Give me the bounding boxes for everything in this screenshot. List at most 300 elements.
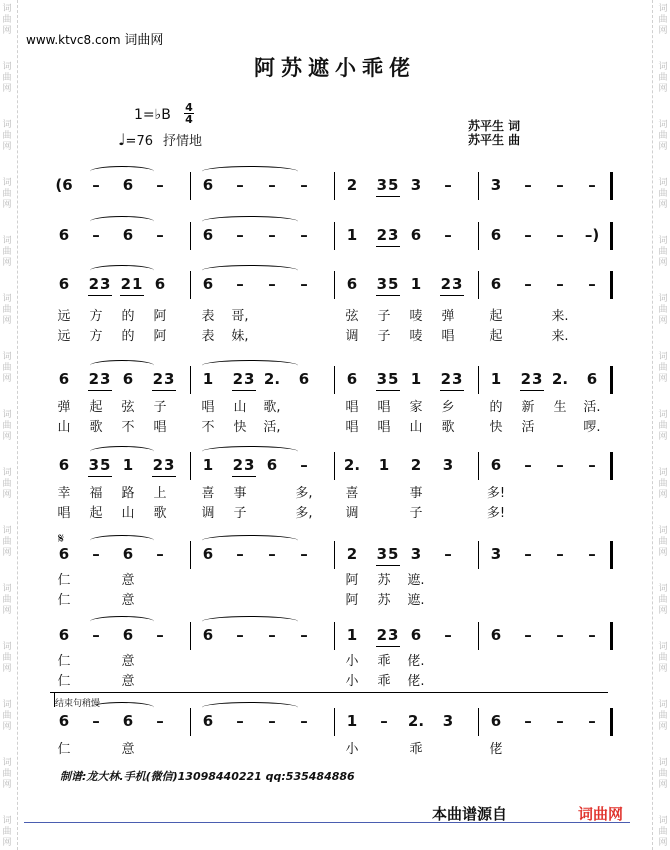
note: – (524, 545, 532, 563)
note: – (236, 712, 244, 730)
lyric-syllable: 唛 (409, 329, 423, 344)
lyric-syllable: 仁 (57, 593, 71, 608)
note: – (588, 712, 596, 730)
lyric-syllable: 苏 (377, 573, 391, 588)
note: – (300, 545, 308, 563)
lyric-syllable: 遮. (407, 573, 425, 588)
score-line (50, 271, 620, 301)
watermark-text: 词 曲 网 (2, 352, 12, 384)
lyric-syllable: 起 (489, 329, 503, 344)
note: – (556, 176, 564, 194)
note: 1 (122, 456, 134, 474)
note: 6 (202, 545, 214, 563)
score-line (50, 622, 620, 652)
barline (478, 172, 479, 200)
watermark-text: 词 曲 网 (658, 294, 668, 326)
lyric-syllable: 福 (89, 486, 103, 501)
note: – (588, 176, 596, 194)
lyric-syllable: 多! (486, 486, 506, 501)
lyric-line (50, 670, 620, 688)
lyric-syllable: 快 (489, 420, 503, 435)
note: 6 (122, 176, 134, 194)
lyric-syllable: 妹, (231, 329, 249, 344)
beam-underline (232, 476, 256, 477)
note: 6 (298, 370, 310, 388)
lyric-syllable: 哥, (231, 309, 249, 324)
site-name[interactable]: 词曲网 (124, 33, 164, 48)
note: 6 (490, 456, 502, 474)
note: – (268, 712, 276, 730)
watermark-text: 词 曲 网 (658, 526, 668, 558)
beam-underline (376, 390, 400, 391)
lyric-syllable: 表 (201, 329, 215, 344)
lyric-syllable: 仁 (57, 654, 71, 669)
note: 35 (376, 176, 400, 194)
lyric-syllable: 生 (553, 400, 567, 415)
lyric-syllable: 起 (89, 506, 103, 521)
note: – (236, 545, 244, 563)
lyric-syllable: 远 (57, 329, 71, 344)
lyric-syllable: 乖 (377, 674, 391, 689)
tie-arc (202, 446, 298, 457)
note: 23 (88, 370, 112, 388)
watermark-text: 词 曲 网 (2, 62, 12, 94)
note: – (588, 626, 596, 644)
lyric-syllable: 山 (57, 420, 71, 435)
note: 6 (202, 712, 214, 730)
note: – (588, 275, 596, 293)
tie-arc (90, 446, 154, 457)
time-signature-bottom: 4 (185, 113, 193, 126)
note: 3 (490, 176, 502, 194)
note: 1 (490, 370, 502, 388)
note: 21 (120, 275, 144, 293)
note: – (92, 545, 100, 563)
note: (6 (55, 176, 73, 194)
watermark-text: 词 曲 网 (2, 294, 12, 326)
note: – (524, 712, 532, 730)
lyric-syllable: 意 (121, 674, 135, 689)
tempo-value: =76 (125, 134, 153, 149)
note: 2. (407, 712, 425, 730)
note: 1 (378, 456, 390, 474)
lyric-syllable: 子 (377, 309, 391, 324)
score-line (50, 366, 620, 396)
note: 35 (376, 370, 400, 388)
note: – (156, 545, 164, 563)
lyric-syllable: 唱 (153, 420, 167, 435)
lyric-syllable: 来. (551, 329, 569, 344)
barline (478, 622, 479, 650)
note: 2 (346, 176, 358, 194)
watermark-text: 词 曲 网 (658, 352, 668, 384)
note: 3 (410, 176, 422, 194)
lyric-syllable: 弦 (345, 309, 359, 324)
lyric-syllable: 阿 (153, 309, 167, 324)
note: 6 (58, 275, 70, 293)
note: –) (584, 226, 600, 244)
note: – (92, 712, 100, 730)
watermark-text: 词 曲 网 (658, 410, 668, 442)
note: 6 (490, 275, 502, 293)
watermark-text: 词 曲 网 (658, 758, 668, 790)
lyric-syllable: 的 (121, 309, 135, 324)
final-barline (610, 622, 613, 650)
final-barline (610, 452, 613, 480)
watermark-text: 词 曲 网 (2, 700, 12, 732)
note: – (556, 626, 564, 644)
lyric-syllable: 佬. (407, 674, 425, 689)
beam-underline (440, 390, 464, 391)
tempo-marking (118, 130, 202, 149)
note: – (444, 626, 452, 644)
lyric-syllable: 弦 (121, 400, 135, 415)
lyric-syllable: 多, (295, 506, 313, 521)
score-line (50, 452, 620, 482)
final-barline (610, 172, 613, 200)
note: – (268, 176, 276, 194)
lyric-syllable: 子 (409, 506, 423, 521)
watermark-text: 词 曲 网 (2, 178, 12, 210)
lyric-syllable: 山 (121, 506, 135, 521)
note: 6 (490, 712, 502, 730)
lyric-syllable: 阿 (153, 329, 167, 344)
lyric-syllable: 调 (345, 506, 359, 521)
lyric-syllable: 弹 (441, 309, 455, 324)
note: 3 (410, 545, 422, 563)
watermark-text: 词 曲 网 (2, 410, 12, 442)
key-signature: 1=♭B (134, 107, 171, 123)
lyric-syllable: 阿 (345, 573, 359, 588)
lyric-line (50, 325, 620, 343)
lyric-syllable: 唱 (377, 420, 391, 435)
watermark-text: 词 曲 网 (658, 120, 668, 152)
note: 6 (410, 226, 422, 244)
tie-arc (90, 166, 154, 177)
note: – (156, 176, 164, 194)
note: – (92, 626, 100, 644)
footer-source-text: 本曲谱源自 (432, 805, 508, 823)
note: – (268, 626, 276, 644)
lyric-line (50, 738, 620, 756)
lyric-syllable: 歌 (441, 420, 455, 435)
note: – (556, 712, 564, 730)
beam-underline (88, 476, 112, 477)
note: 6 (410, 626, 422, 644)
barline (334, 172, 335, 200)
lyric-syllable: 方 (89, 309, 103, 324)
tie-arc (202, 216, 298, 227)
beam-underline (376, 196, 400, 197)
site-link[interactable] (26, 29, 163, 48)
note: – (524, 456, 532, 474)
note: 6 (266, 456, 278, 474)
barline (334, 271, 335, 299)
lyric-syllable: 佬. (407, 654, 425, 669)
note: 2 (346, 545, 358, 563)
note: – (156, 626, 164, 644)
barline (190, 222, 191, 250)
barline (190, 271, 191, 299)
barline (190, 452, 191, 480)
tie-arc (202, 702, 298, 713)
lyricist-credit: 苏平生 词 (468, 119, 521, 133)
lyric-syllable: 起 (89, 400, 103, 415)
lyric-syllable: 佬 (489, 742, 503, 757)
lyric-syllable: 方 (89, 329, 103, 344)
lyric-syllable: 仁 (57, 742, 71, 757)
lyric-syllable: 山 (233, 400, 247, 415)
lyric-syllable: 小 (345, 674, 359, 689)
note: – (92, 226, 100, 244)
footer-brand[interactable]: 词曲网 (578, 805, 624, 823)
lyric-syllable: 快 (233, 420, 247, 435)
note: – (524, 226, 532, 244)
score-line (50, 541, 620, 571)
note: 1 (410, 275, 422, 293)
beam-underline (520, 390, 544, 391)
beam-underline (152, 476, 176, 477)
lyric-syllable: 远 (57, 309, 71, 324)
left-watermark-column (0, 0, 14, 850)
barline (334, 222, 335, 250)
note: 6 (490, 626, 502, 644)
final-barline (610, 541, 613, 569)
barline (334, 708, 335, 736)
note: – (300, 626, 308, 644)
barline (478, 708, 479, 736)
score-line (50, 708, 620, 738)
lyric-syllable: 乡 (441, 400, 455, 415)
lyric-syllable: 起 (489, 309, 503, 324)
note: 6 (122, 370, 134, 388)
quarter-note-icon: ♩ (118, 130, 126, 149)
tie-arc (202, 535, 298, 546)
note: 23 (88, 275, 112, 293)
lyric-syllable: 家 (409, 400, 423, 415)
tie-arc (90, 265, 154, 276)
note: – (556, 226, 564, 244)
note: 6 (202, 176, 214, 194)
lyric-syllable: 唱 (441, 329, 455, 344)
note: 23 (376, 626, 400, 644)
lyric-syllable: 乖 (377, 654, 391, 669)
beam-underline (376, 295, 400, 296)
note: 6 (122, 545, 134, 563)
tie-arc (202, 166, 298, 177)
barline (478, 452, 479, 480)
watermark-text: 词 曲 网 (2, 642, 12, 674)
barline (190, 366, 191, 394)
note: 1 (202, 370, 214, 388)
note: 6 (58, 226, 70, 244)
lyric-syllable: 阿 (345, 593, 359, 608)
watermark-text: 词 曲 网 (658, 236, 668, 268)
watermark-text: 词 曲 网 (2, 758, 12, 790)
lyric-line (50, 569, 620, 587)
lyric-syllable: 小 (345, 742, 359, 757)
note: 23 (232, 370, 256, 388)
tie-arc (202, 265, 298, 276)
note: – (300, 275, 308, 293)
site-url[interactable]: www.ktvc8.com (26, 33, 121, 47)
lyric-line (50, 589, 620, 607)
note: 6 (58, 545, 70, 563)
note: – (444, 176, 452, 194)
note: – (556, 545, 564, 563)
note: 1 (346, 626, 358, 644)
barline (334, 541, 335, 569)
note: 6 (154, 275, 166, 293)
note: 3 (442, 456, 454, 474)
note: 6 (58, 712, 70, 730)
barline (478, 271, 479, 299)
segno-sign: 𝄋 (58, 531, 65, 547)
note: – (156, 226, 164, 244)
lyric-syllable: 多! (486, 506, 506, 521)
lyric-syllable: 新 (521, 400, 535, 415)
beam-underline (376, 246, 400, 247)
lyric-syllable: 仁 (57, 573, 71, 588)
note: 1 (346, 226, 358, 244)
watermark-text: 词 曲 网 (2, 584, 12, 616)
note: – (92, 176, 100, 194)
note: 35 (376, 275, 400, 293)
lyric-syllable: 小 (345, 654, 359, 669)
lyric-syllable: 意 (121, 593, 135, 608)
lyric-syllable: 调 (201, 506, 215, 521)
score-line (50, 172, 620, 202)
lyric-syllable: 喜 (201, 486, 215, 501)
lyric-syllable: 遮. (407, 593, 425, 608)
lyric-syllable: 意 (121, 573, 135, 588)
note: – (268, 275, 276, 293)
tie-arc (90, 616, 154, 627)
final-barline (610, 271, 613, 299)
note: – (524, 176, 532, 194)
note: 3 (490, 545, 502, 563)
composer-credit: 苏平生 曲 (468, 133, 521, 147)
watermark-text: 词 曲 网 (658, 642, 668, 674)
note: 6 (122, 626, 134, 644)
watermark-text: 词 曲 网 (2, 4, 12, 36)
note: 6 (58, 626, 70, 644)
barline (334, 452, 335, 480)
lyric-syllable: 子 (233, 506, 247, 521)
lyric-syllable: 仁 (57, 674, 71, 689)
final-barline (610, 366, 613, 394)
lyric-syllable: 幸 (57, 486, 71, 501)
note: 6 (202, 275, 214, 293)
note: – (524, 275, 532, 293)
watermark-text: 词 曲 网 (2, 468, 12, 500)
beam-underline (376, 646, 400, 647)
tie-arc (90, 360, 154, 371)
note: 23 (232, 456, 256, 474)
lyric-syllable: 歌 (153, 506, 167, 521)
note: – (268, 545, 276, 563)
lyric-syllable: 的 (121, 329, 135, 344)
lyric-syllable: 不 (121, 420, 135, 435)
tie-arc (90, 535, 154, 546)
lyric-syllable: 子 (153, 400, 167, 415)
note: 1 (202, 456, 214, 474)
lyric-syllable: 不 (201, 420, 215, 435)
barline (478, 366, 479, 394)
right-watermark-column (656, 0, 670, 850)
note: – (300, 456, 308, 474)
barline (190, 172, 191, 200)
score-line (50, 222, 620, 252)
watermark-text: 词 曲 网 (658, 468, 668, 500)
note: – (156, 712, 164, 730)
lyric-line (50, 396, 620, 414)
lyric-syllable: 表 (201, 309, 215, 324)
barline (478, 541, 479, 569)
barline (190, 622, 191, 650)
note: 35 (88, 456, 112, 474)
note: 23 (152, 370, 176, 388)
note: 23 (440, 370, 464, 388)
lyric-syllable: 事 (409, 486, 423, 501)
note: – (236, 275, 244, 293)
watermark-text: 词 曲 网 (658, 178, 668, 210)
lyric-syllable: 歌, (263, 400, 281, 415)
lyric-syllable: 唱 (345, 420, 359, 435)
note: 3 (442, 712, 454, 730)
note: 6 (586, 370, 598, 388)
note: – (268, 226, 276, 244)
barline (190, 708, 191, 736)
note: 2 (410, 456, 422, 474)
beam-underline (440, 295, 464, 296)
note: – (300, 176, 308, 194)
note: 23 (152, 456, 176, 474)
note: – (236, 626, 244, 644)
beam-underline (152, 390, 176, 391)
lyric-syllable: 歌 (89, 420, 103, 435)
note: 2. (263, 370, 281, 388)
note: 23 (440, 275, 464, 293)
lyric-syllable: 弹 (57, 400, 71, 415)
lyric-syllable: 乖 (409, 742, 423, 757)
watermark-text: 词 曲 网 (658, 816, 668, 848)
note: – (236, 226, 244, 244)
watermark-text: 词 曲 网 (658, 4, 668, 36)
lyric-syllable: 唱 (201, 400, 215, 415)
lyric-syllable: 来. (551, 309, 569, 324)
lyric-syllable: 活 (521, 420, 535, 435)
beam-underline (88, 295, 112, 296)
note: – (588, 545, 596, 563)
note: – (556, 275, 564, 293)
watermark-text: 词 曲 网 (2, 816, 12, 848)
transcriber-credit: 制谱:龙大林.手机(微信)13098440221 qq:535484886 (60, 770, 355, 783)
lyric-syllable: 子 (377, 329, 391, 344)
credits (468, 119, 520, 147)
watermark-text: 词 曲 网 (2, 120, 12, 152)
note: 6 (346, 370, 358, 388)
lyric-syllable: 意 (121, 654, 135, 669)
lyric-syllable: 唛 (409, 309, 423, 324)
note: 6 (202, 226, 214, 244)
time-signature (184, 102, 194, 125)
lyric-syllable: 上 (153, 486, 167, 501)
note: 6 (122, 226, 134, 244)
note: – (588, 456, 596, 474)
tempo-mood: 抒情地 (162, 134, 202, 149)
watermark-text: 词 曲 网 (658, 62, 668, 94)
